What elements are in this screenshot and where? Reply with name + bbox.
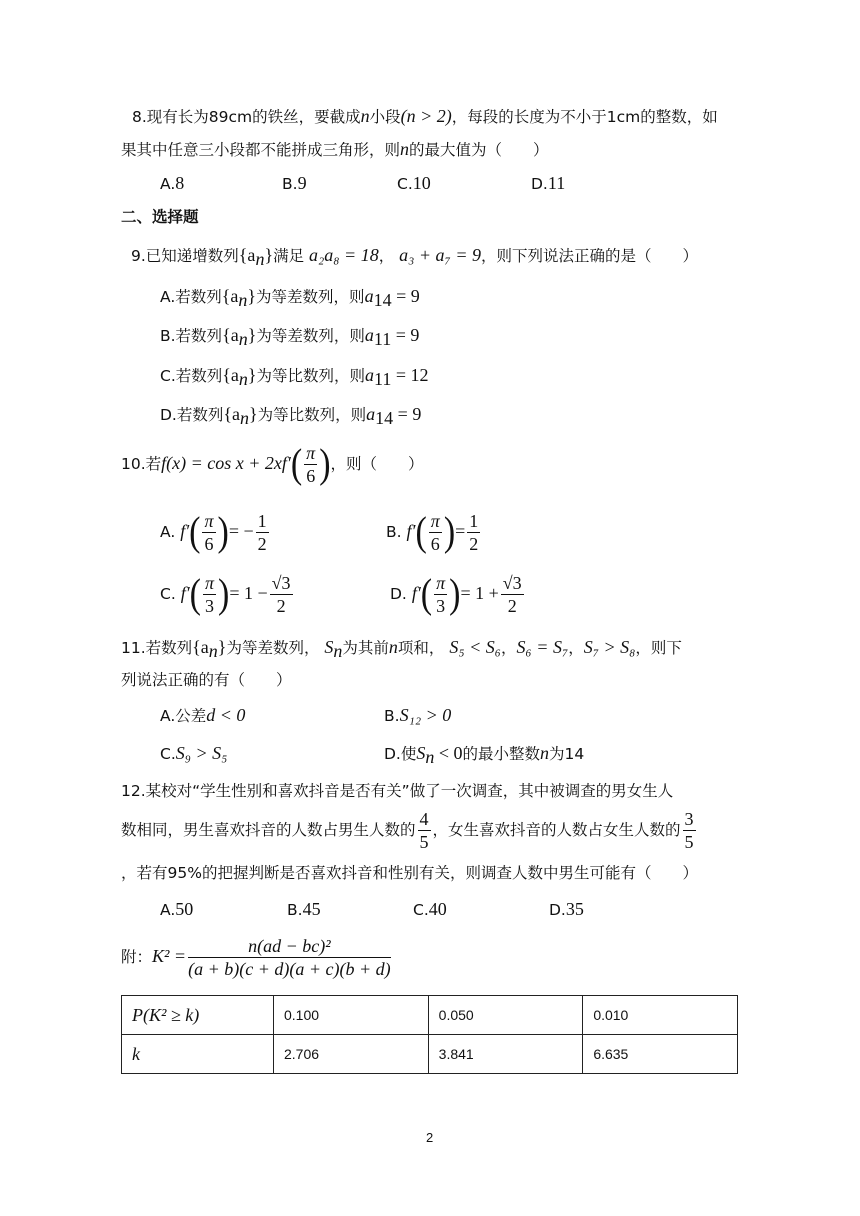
q9-option-c: C.若数列$\{a_n\}$为等比数列，则$a_{11} = 12$ [160,365,429,390]
q8-condition: (n > 2) [400,106,452,126]
appendix-formula: 附：K² = $\frac{\text{n(ad − bc)²}}{(a + b)(c + d)(a + c)(b + d)}$ [121,936,391,979]
q11-option-a: A.公差d < 0 [160,705,246,725]
page-number: 2 [426,1130,434,1145]
q12-option-b: B.45 [287,899,321,919]
table-cell: 0.050 [428,996,583,1035]
q9-option-a: A.若数列$\{a_n\}$为等差数列，则$a_{14} = 9$ [160,286,420,311]
q8-var-n-2: n [400,139,410,159]
q8-option-c: C.10 [397,173,431,193]
q8-var-n: n [360,106,370,126]
q10-option-a: A. f′( $\frac{\pi}{6}$ )= − $\frac{1}{2}$ [160,509,267,555]
q9-equation-1: a₂a₈ = 18 [309,245,379,265]
q10-fraction: $\frac{\pi}{6}$ [306,443,316,486]
q8-line1 [132,105,718,128]
q11-line2: 列说法正确的有（ ） [121,671,292,689]
q10-stem: 10.若f(x) = cos x + 2xf′( $\frac{\pi}{6}$ )，则（ ） [121,441,424,487]
q10-option-d: D. f′( $\frac{\pi}{3}$ )= 1 + $\frac{√3}{2}$ [390,571,522,617]
q10-option-c: C. f′( $\frac{\pi}{3}$ )= 1 − $\frac{√3}{2}$ [160,571,291,617]
q8-text-c: ，每段的长度为不小于1cm的整数，如 [451,108,718,126]
q9-option-b: B.若数列$\{a_n\}$为等差数列，则$a_{11} = 9$ [160,325,420,350]
table-row-header: k [122,1035,274,1074]
q11-line1: 11.若数列$\{a_n\}$为等差数列， $S_n$为其前n项和， S₅ < S₆，S₆ = S₇，S₇ > S₈，则下 [121,637,682,662]
table-cell: 3.841 [428,1035,583,1074]
q8-option-d: D.11 [531,173,566,193]
q11-option-d: D.使$S_n < 0$的最小整数n为14 [384,743,585,768]
table-row [122,1035,738,1074]
q8-option-a: A.8 [160,173,185,193]
q12-option-d: D.35 [549,899,584,919]
q9-equation-2: a₃ + a₇ = 9 [399,245,481,265]
q10-option-b: B. f′( $\frac{\pi}{6}$ )= $\frac{1}{2}$ [386,509,479,555]
table-cell: 2.706 [274,1035,429,1074]
table-row-header: P(K² ≥ k) [122,996,274,1035]
q11-option-b: B.S₁₂ > 0 [384,705,452,725]
q12-line2: 数相同，男生喜欢抖音的人数占男生人数的 $\frac{4}{5}$ ，女生喜欢抖音的人数占女生人数的 $\frac{3}{5}$ [121,809,694,852]
table-row [122,996,738,1035]
table-cell: 6.635 [583,1035,738,1074]
critical-value-table [121,995,738,1074]
q12-fraction-1: $\frac{4}{5}$ [419,809,429,852]
chi-square-fraction: $\frac{\text{n(ad − bc)²}}{(a + b)(c + d)(a + c)(b + d)}$ [188,936,391,979]
q8-text-e: 的最大值为（ ） [409,141,549,159]
section-title: 二、选择题 [121,208,199,226]
q12-line1: 12.某校对“学生性别和喜欢抖音是否有关”做了一次调查，其中被调查的男女生人 [121,782,674,800]
q8-text-b: 小段 [369,108,401,126]
q8-text-a: 8.现有长为89cm的铁丝，要截成 [132,108,361,126]
q12-option-c: C.40 [413,899,447,919]
q9-option-d: D.若数列$\{a_n\}$为等比数列，则$a_{14} = 9$ [160,404,422,429]
q12-fraction-2: $\frac{3}{5}$ [684,809,694,852]
q8-option-b: B.9 [282,173,307,193]
q8-line2 [121,138,549,161]
table-cell: 0.010 [583,996,738,1035]
q9-stem: 9.已知递增数列$\{a_n\}$满足 a₂a₈ = 18， a₃ + a₇ = 9，则下列说法正确的是（ ） [131,245,698,270]
q8-text-d: 果其中任意三小段都不能拼成三角形，则 [121,141,401,159]
q12-option-a: A.50 [160,899,194,919]
table-cell: 0.100 [274,996,429,1035]
q12-line3: ，若有95%的把握判断是否喜欢抖音和性别有关，则调查人数中男生可能有（ ） [121,864,698,882]
q11-option-c: C.S₉ > S₅ [160,743,228,763]
